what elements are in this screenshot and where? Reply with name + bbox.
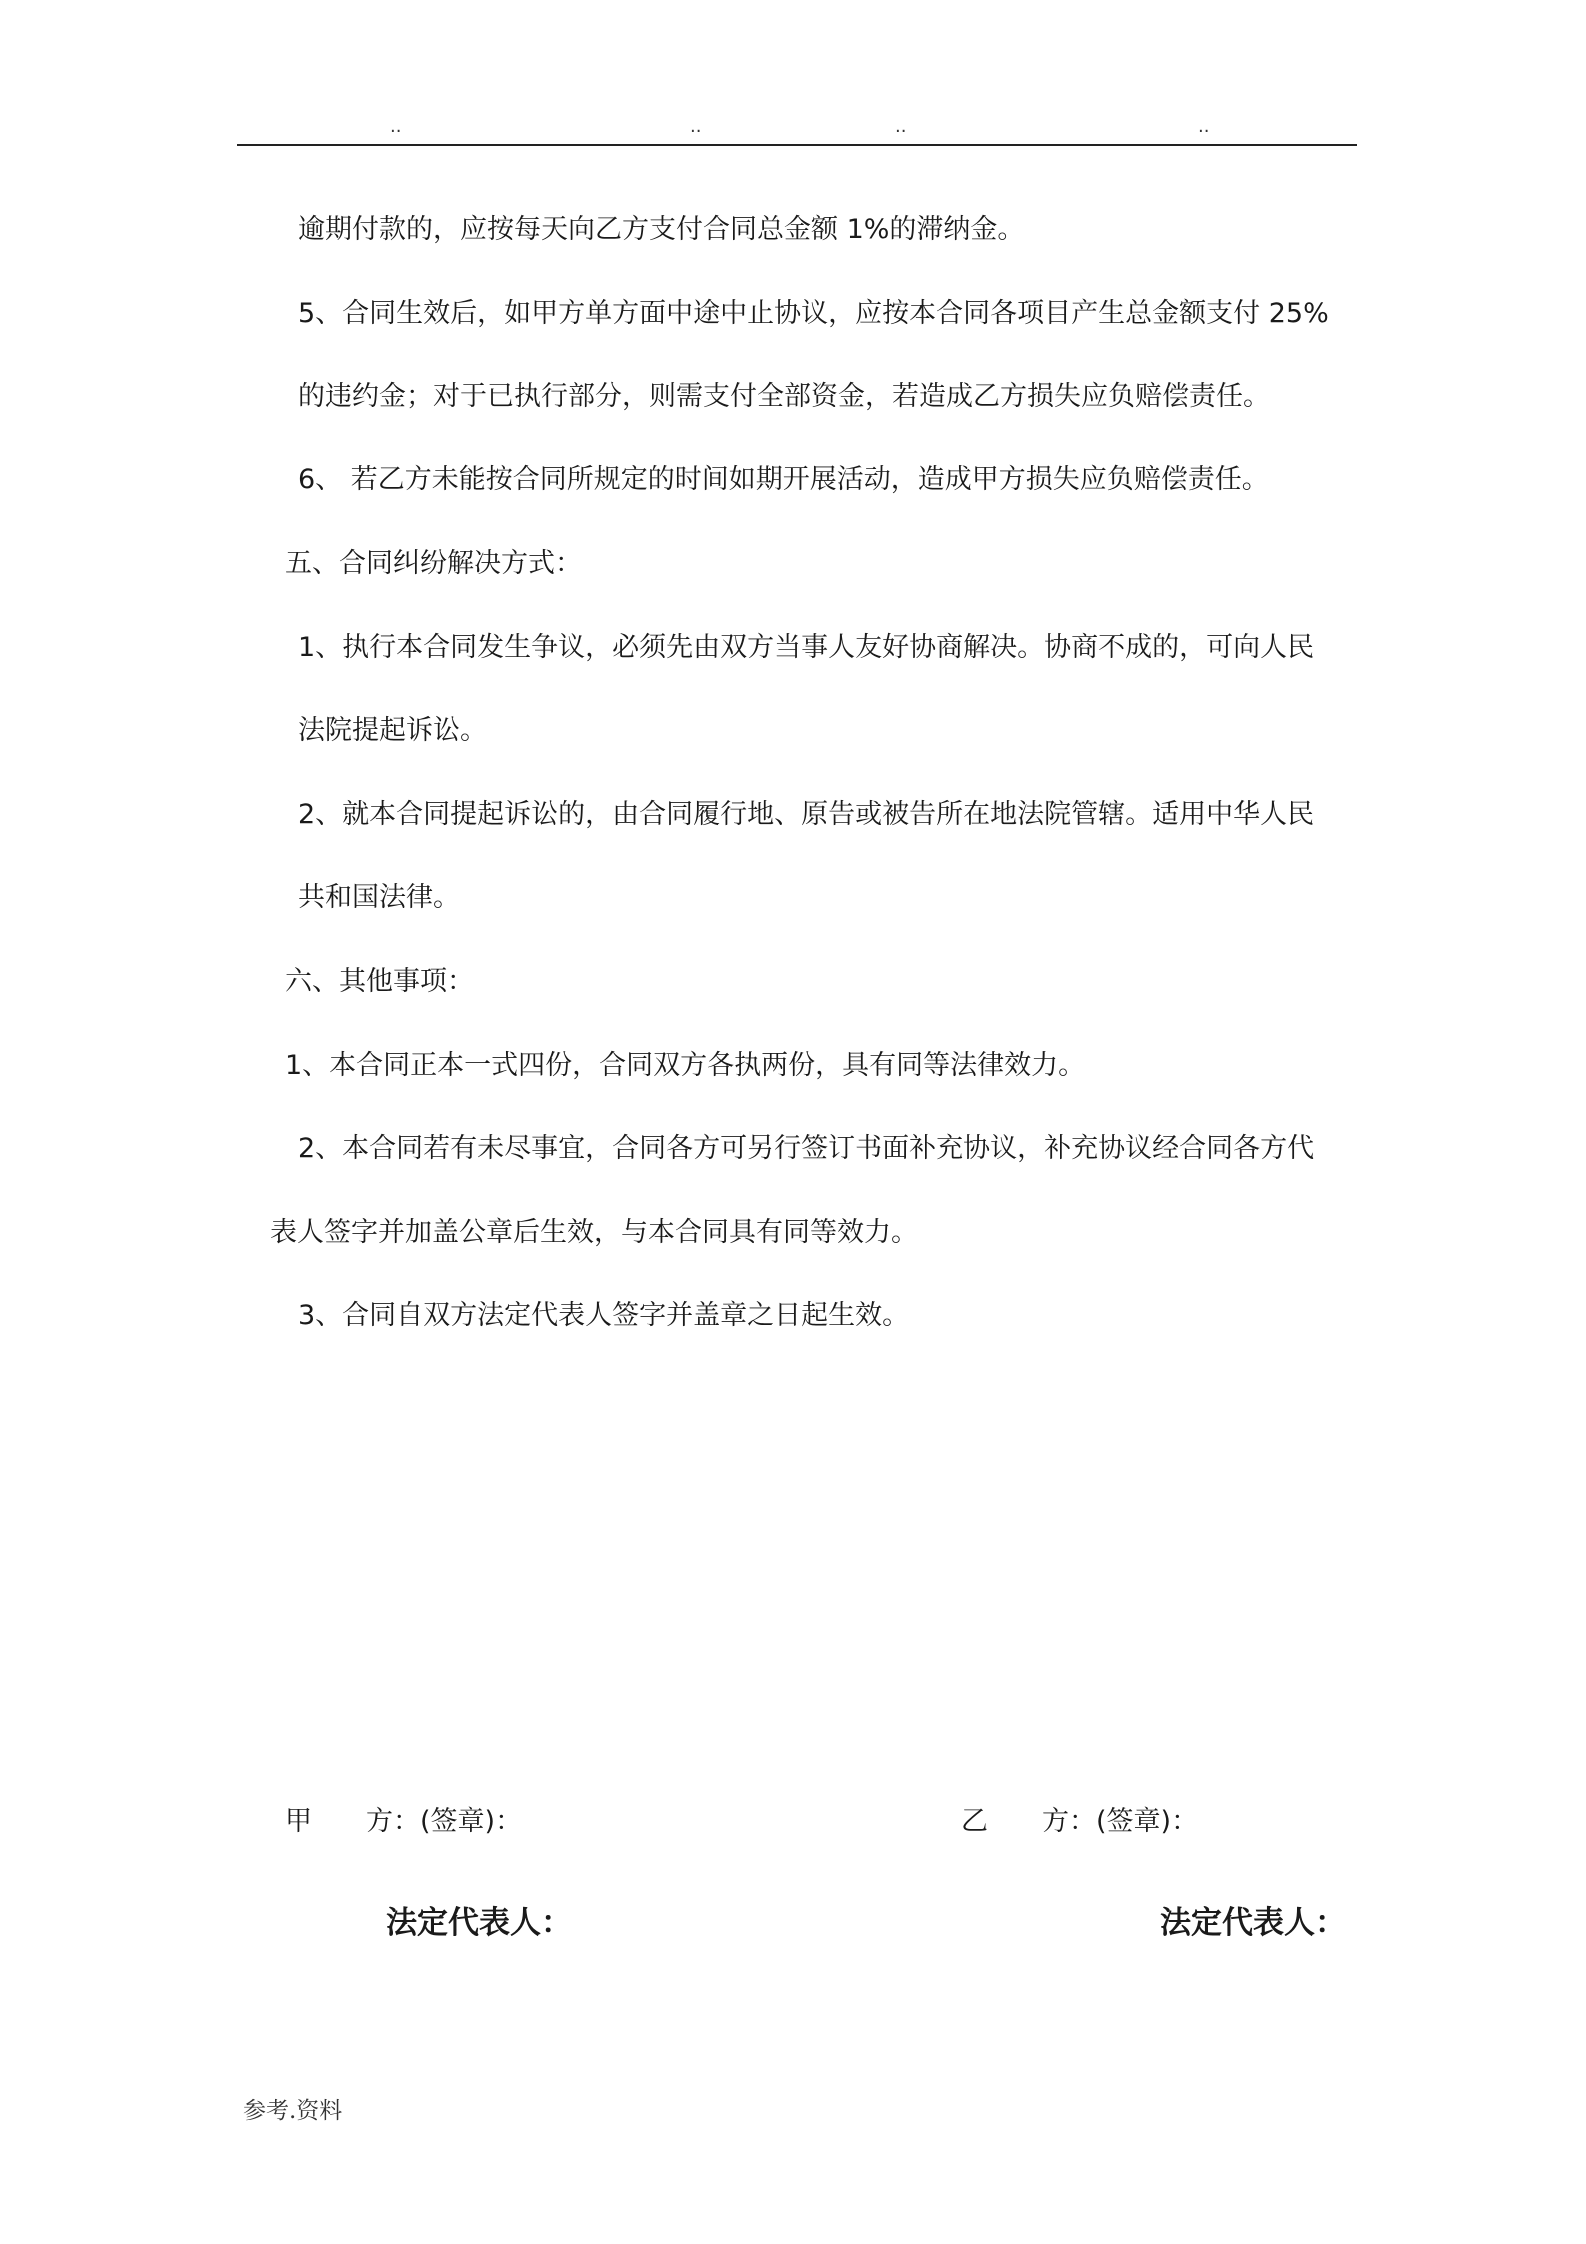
- body-line: 法院提起诉讼。: [298, 715, 487, 746]
- header-rule: [237, 144, 1357, 146]
- party-b-signature-label: [961, 1804, 1198, 1840]
- party-b-seal-label: 方：(签章)：: [1042, 1806, 1199, 1837]
- body-line: 表人签字并加盖公章后生效，与本合同具有同等效力。: [270, 1217, 918, 1248]
- header-dots: [0, 118, 1586, 142]
- party-a-seal-label: 方：(签章)：: [366, 1806, 523, 1837]
- body-line: 共和国法律。: [298, 882, 460, 913]
- header-dot-3: ..: [895, 116, 907, 137]
- body-line: 2、就本合同提起诉讼的，由合同履行地、原告或被告所在地法院管辖。适用中华人民: [298, 799, 1315, 830]
- party-a-char: 甲: [285, 1806, 312, 1837]
- footer-text: 参考.资料: [243, 2098, 343, 2124]
- party-b-legal-representative: 法定代表人：: [1160, 1905, 1346, 1941]
- header-dot-4: ..: [1198, 116, 1210, 137]
- header-dot-2: ..: [690, 116, 702, 137]
- body-line: 1、本合同正本一式四份，合同双方各执两份，具有同等法律效力。: [285, 1050, 1086, 1081]
- body-line: 的违约金；对于已执行部分，则需支付全部资金，若造成乙方损失应负赔偿责任。: [298, 381, 1270, 412]
- section-heading: 六、其他事项：: [285, 966, 474, 997]
- party-a-signature-label: [285, 1804, 522, 1840]
- party-b-char: 乙: [961, 1806, 988, 1837]
- body-line: 3、合同自双方法定代表人签字并盖章之日起生效。: [298, 1300, 910, 1331]
- body-line: 1、执行本合同发生争议，必须先由双方当事人友好协商解决。协商不成的，可向人民: [298, 632, 1315, 663]
- body-line: 2、本合同若有未尽事宜，合同各方可另行签订书面补充协议，补充协议经合同各方代: [298, 1133, 1315, 1164]
- party-a-legal-representative: 法定代表人：: [386, 1905, 572, 1941]
- body-line: 6、 若乙方未能按合同所规定的时间如期开展活动，造成甲方损失应负赔偿责任。: [298, 464, 1269, 495]
- section-heading: 五、合同纠纷解决方式：: [285, 548, 582, 579]
- header-dot-1: ..: [390, 116, 402, 137]
- body-line: 5、合同生效后，如甲方单方面中途中止协议，应按本合同各项目产生总金额支付 25%: [298, 298, 1329, 329]
- body-line: 逾期付款的，应按每天向乙方支付合同总金额 1%的滞纳金。: [298, 214, 1025, 245]
